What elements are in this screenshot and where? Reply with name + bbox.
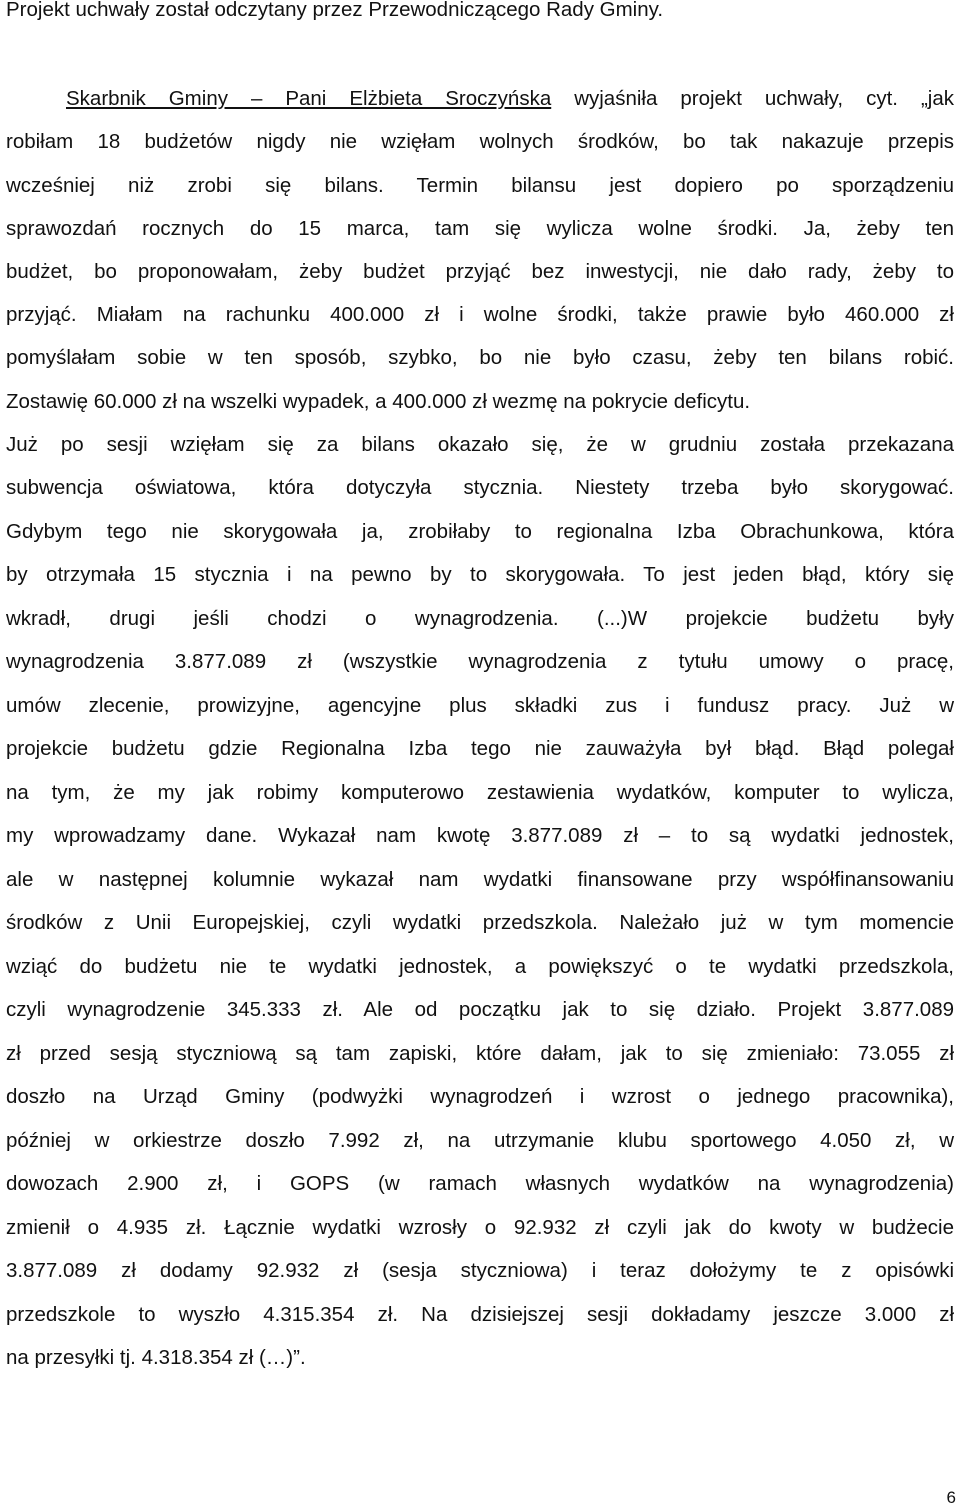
body-line: 3.877.089 zł dodamy 92.932 zł (sesja styczniowa) i teraz dołożymy te z opisówki <box>6 1259 954 1282</box>
body-line: na tym, że my jak robimy komputerowo zestawienia wydatków, komputer to wylicza, <box>6 781 954 804</box>
body-line: wcześniej niż zrobi się bilans. Termin bilansu jest dopiero po sporządzeniu <box>6 174 954 197</box>
body-line: doszło na Urząd Gminy (podwyżki wynagrodzeń i wzrost o jednego pracownika), <box>6 1085 954 1108</box>
body-line: Zostawię 60.000 zł na wszelki wypadek, a 400.000 zł wezmę na pokrycie deficytu. <box>6 390 751 413</box>
body-line: wkradł, drugi jeśli chodzi o wynagrodzenia. (...)W projekcie budżetu były <box>6 607 954 630</box>
body-line: Gdybym tego nie skorygowała ja, zrobiłaby to regionalna Izba Obrachunkowa, która <box>6 520 954 543</box>
speaker-name: Skarbnik Gminy – Pani Elżbieta Sroczyńska <box>66 87 552 110</box>
body-line: na przesyłki tj. 4.318.354 zł (…)”. <box>6 1346 306 1369</box>
body-line: zmienił o 4.935 zł. Łącznie wydatki wzrosły o 92.932 zł czyli jak do kwoty w budżecie <box>6 1216 954 1239</box>
body-line: pomyślałam sobie w ten sposób, szybko, bo nie było czasu, żeby ten bilans robić. <box>6 346 954 369</box>
body-line: przyjąć. Miałam na rachunku 400.000 zł i wolne środki, także prawie było 460.000 zł <box>6 303 954 326</box>
body-line: ale w następnej kolumnie wykazał nam wydatki finansowane przy współfinansowaniu <box>6 868 954 891</box>
body-line: budżet, bo proponowałam, żeby budżet przyjąć bez inwestycji, nie dało rady, żeby to <box>6 260 954 283</box>
body-line: by otrzymała 15 stycznia i na pewno by to skorygowała. To jest jeden błąd, który się <box>6 563 954 586</box>
body-line: dowozach 2.900 zł, i GOPS (w ramach własnych wydatków na wynagrodzenia) <box>6 1172 954 1195</box>
body-line: sprawozdań rocznych do 15 marca, tam się wylicza wolne środki. Ja, żeby ten <box>6 217 954 240</box>
intro-line: Projekt uchwały został odczytany przez Przewodniczącego Rady Gminy. <box>6 0 664 21</box>
speaker-line-rest: wyjaśniła projekt uchwały, cyt. „jak <box>551 87 954 110</box>
body-line: Już po sesji wzięłam się za bilans okazało się, że w grudniu została przekazana <box>6 433 954 456</box>
body-line: czyli wynagrodzenie 345.333 zł. Ale od początku jak to się działo. Projekt 3.877.089 <box>6 998 954 1021</box>
body-line: środków z Unii Europejskiej, czyli wydatki przedszkola. Należało już w tym momencie <box>6 911 954 934</box>
body-line: później w orkiestrze doszło 7.992 zł, na utrzymanie klubu sportowego 4.050 zł, w <box>6 1129 954 1152</box>
page-number: 6 <box>946 1488 956 1507</box>
body-line: umów zlecenie, prowizyjne, agencyjne plus składki zus i fundusz pracy. Już w <box>6 694 954 717</box>
body-line: wziąć do budżetu nie te wydatki jednostek, a powiększyć o te wydatki przedszkola, <box>6 955 954 978</box>
body-line: projekcie budżetu gdzie Regionalna Izba tego nie zauważyła był błąd. Błąd polegał <box>6 737 954 760</box>
speaker-line <box>6 85 954 113</box>
body-line: subwencja oświatowa, która dotyczyła stycznia. Niestety trzeba było skorygować. <box>6 476 954 499</box>
body-line: robiłam 18 budżetów nigdy nie wzięłam wolnych środków, bo tak nakazuje przepis <box>6 130 954 153</box>
body-line: przedszkole to wyszło 4.315.354 zł. Na dzisiejszej sesji dokładamy jeszcze 3.000 zł <box>6 1303 954 1326</box>
body-line: zł przed sesją styczniową są tam zapiski, które dałam, jak to się zmieniało: 73.055 zł <box>6 1042 954 1065</box>
body-line: my wprowadzamy dane. Wykazał nam kwotę 3.877.089 zł – to są wydatki jednostek, <box>6 824 954 847</box>
body-line: wynagrodzenia 3.877.089 zł (wszystkie wynagrodzenia z tytułu umowy o pracę, <box>6 650 954 673</box>
